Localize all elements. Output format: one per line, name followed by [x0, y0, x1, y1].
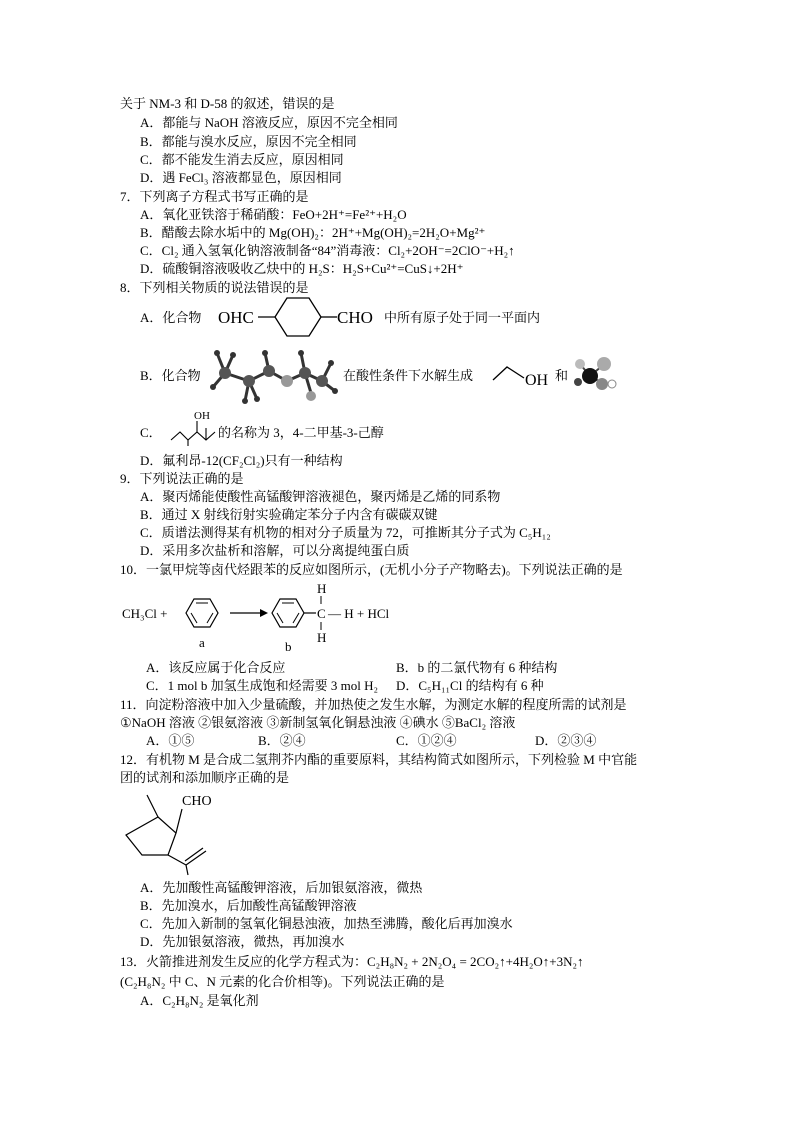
q7-option-d: D．硫酸铜溶液吸收乙炔中的 H₂S：H₂S+Cu²⁺=CuS↓+2H⁺	[140, 261, 464, 276]
q10-reaction-equation	[120, 582, 440, 654]
q8-option-b-middle: 在酸性条件下水解生成	[343, 368, 474, 383]
q8-option-a-suffix: 中所有原子处于同一平面内	[384, 310, 541, 325]
q11-option-a: A．①⑤	[146, 733, 195, 748]
ohc-label: OHC	[218, 308, 254, 327]
oh-label: OH	[194, 410, 210, 422]
q9-stem: 9．下列说法正确的是	[120, 471, 244, 486]
q7-option-a: A．氧化亚铁溶于稀硝酸：FeO+2H⁺=Fe²⁺+H₂O	[140, 207, 407, 222]
q11-option-c: C．①②④	[396, 733, 457, 748]
h-top-label: H	[317, 582, 327, 596]
q12-option-d: D．先加银氨溶液，微热，再加溴水	[140, 934, 345, 949]
q9-option-b: B．通过 X 射线衍射实验确定苯分子内含有碳碳双键	[140, 507, 438, 522]
q10-stem: 10．一氯甲烷等卤代烃跟苯的反应如图所示，(无机小分子产物略去)。下列说法正确的是	[120, 562, 623, 577]
q10-option-c: C．1 mol b 加氢生成饱和烃需要 3 mol H₂	[146, 678, 379, 693]
q9-option-d: D．采用多次盐析和溶解，可以分离提纯蛋白质	[140, 543, 410, 558]
c-atom-label: C	[317, 606, 326, 621]
h-bottom-label: H	[317, 630, 327, 645]
q8-option-b-prefix: B．化合物	[140, 368, 201, 383]
q13-stem-line2: (C₂H₈N₂ 中 C、N 元素的化合价相等)。下列说法正确的是	[120, 974, 445, 989]
intro-option-a: A．都能与 NaOH 溶液反应，原因不完全相同	[140, 115, 398, 130]
q13-option-a: A．C₂H₈N₂ 是氧化剂	[140, 993, 259, 1008]
intro-question: 关于 NM-3 和 D-58 的叙述，错误的是	[120, 96, 335, 111]
q8-option-c-suffix: 的名称为 3，4-二甲基-3-己醇	[218, 425, 384, 440]
q8-option-c-prefix: C．	[140, 425, 162, 440]
q11-option-b: B．②④	[258, 733, 306, 748]
q9-option-a: A．聚丙烯能使酸性高锰酸钾溶液褪色，聚丙烯是乙烯的同系物	[140, 489, 501, 504]
q11-option-d: D．②③④	[535, 733, 597, 748]
q12-option-a: A．先加酸性高锰酸钾溶液，后加银氨溶液，微热	[140, 880, 423, 895]
q7-option-c: C．Cl₂ 通入氢氧化钠溶液制备“84”消毒液：Cl₂+2OH⁻=2ClO⁻+H₂↑	[140, 243, 515, 258]
q12-stem-line2: 团的试剂和添加顺序正确的是	[120, 770, 290, 785]
product-label: — H + HCl	[328, 606, 390, 621]
intro-option-d: D．遇 FeCl₃ 溶液都显色，原因相同	[140, 170, 342, 185]
dimethylhexanol-skeletal-structure	[168, 408, 220, 446]
q13-stem-line1: 13．火箭推进剂发生反应的化学方程式为：C₂H₈N₂ + 2N₂O₄ = 2CO₂↑+4H₂O↑+3N₂↑	[120, 954, 584, 969]
q9-option-c: C．质谱法测得某有机物的相对分子质量为 72，可推断其分子式为 C₅H₁₂	[140, 525, 551, 540]
ethanol-skeletal-structure	[490, 358, 552, 390]
q7-stem: 7．下列离子方程式书写正确的是	[120, 189, 309, 204]
q11-stem: 11．向淀粉溶液中加入少量硫酸，并加热使之发生水解，为测定水解的程度所需的试剂是	[120, 697, 627, 712]
compound-m-structure	[112, 785, 232, 877]
q11-reagents: ①NaOH 溶液 ②银氨溶液 ③新制氢氧化铜悬浊液 ④碘水 ⑤BaCl₂ 溶液	[120, 715, 516, 730]
q10-option-d: D．C₅H₁₁Cl 的结构有 6 种	[396, 678, 544, 693]
label-b: b	[285, 639, 292, 654]
oh-label: OH	[525, 372, 549, 389]
q8-option-b-and: 和	[555, 368, 569, 383]
q10-option-a: A．该反应属于化合反应	[146, 660, 286, 675]
q12-option-c: C．先加入新制的氢氧化铜悬浊液，加热至沸腾，酸化后再加溴水	[140, 916, 513, 931]
cho-label: CHO	[182, 794, 212, 809]
q8-option-a-prefix: A．化合物	[140, 310, 202, 325]
ch3cl-label: CH₃Cl +	[122, 606, 168, 621]
label-a: a	[199, 635, 205, 650]
cho-label: CHO	[337, 308, 373, 327]
q8-stem: 8．下列相关物质的说法错误的是	[120, 280, 309, 295]
q12-stem-line1: 12．有机物 M 是合成二氢荆芥内酯的重要原料，其结构简式如图所示，下列检验 M 中官能	[120, 752, 638, 767]
acetic-acid-model	[572, 356, 618, 394]
intro-option-c: C．都不能发生消去反应，原因相同	[140, 152, 344, 167]
q10-option-b: B．b 的二氯代物有 6 种结构	[396, 660, 558, 675]
q8-option-d: D．氟利昂-12(CF₂Cl₂)只有一种结构	[140, 453, 343, 468]
cyclohexane-dialdehyde-structure	[215, 290, 385, 346]
ester-ball-stick-model	[207, 343, 342, 411]
q12-option-b: B．先加溴水，后加酸性高锰酸钾溶液	[140, 898, 357, 913]
intro-option-b: B．都能与溴水反应，原因不完全相同	[140, 134, 357, 149]
q7-option-b: B．醋酸去除水垢中的 Mg(OH)₂：2H⁺+Mg(OH)₂=2H₂O+Mg²⁺	[140, 225, 486, 240]
